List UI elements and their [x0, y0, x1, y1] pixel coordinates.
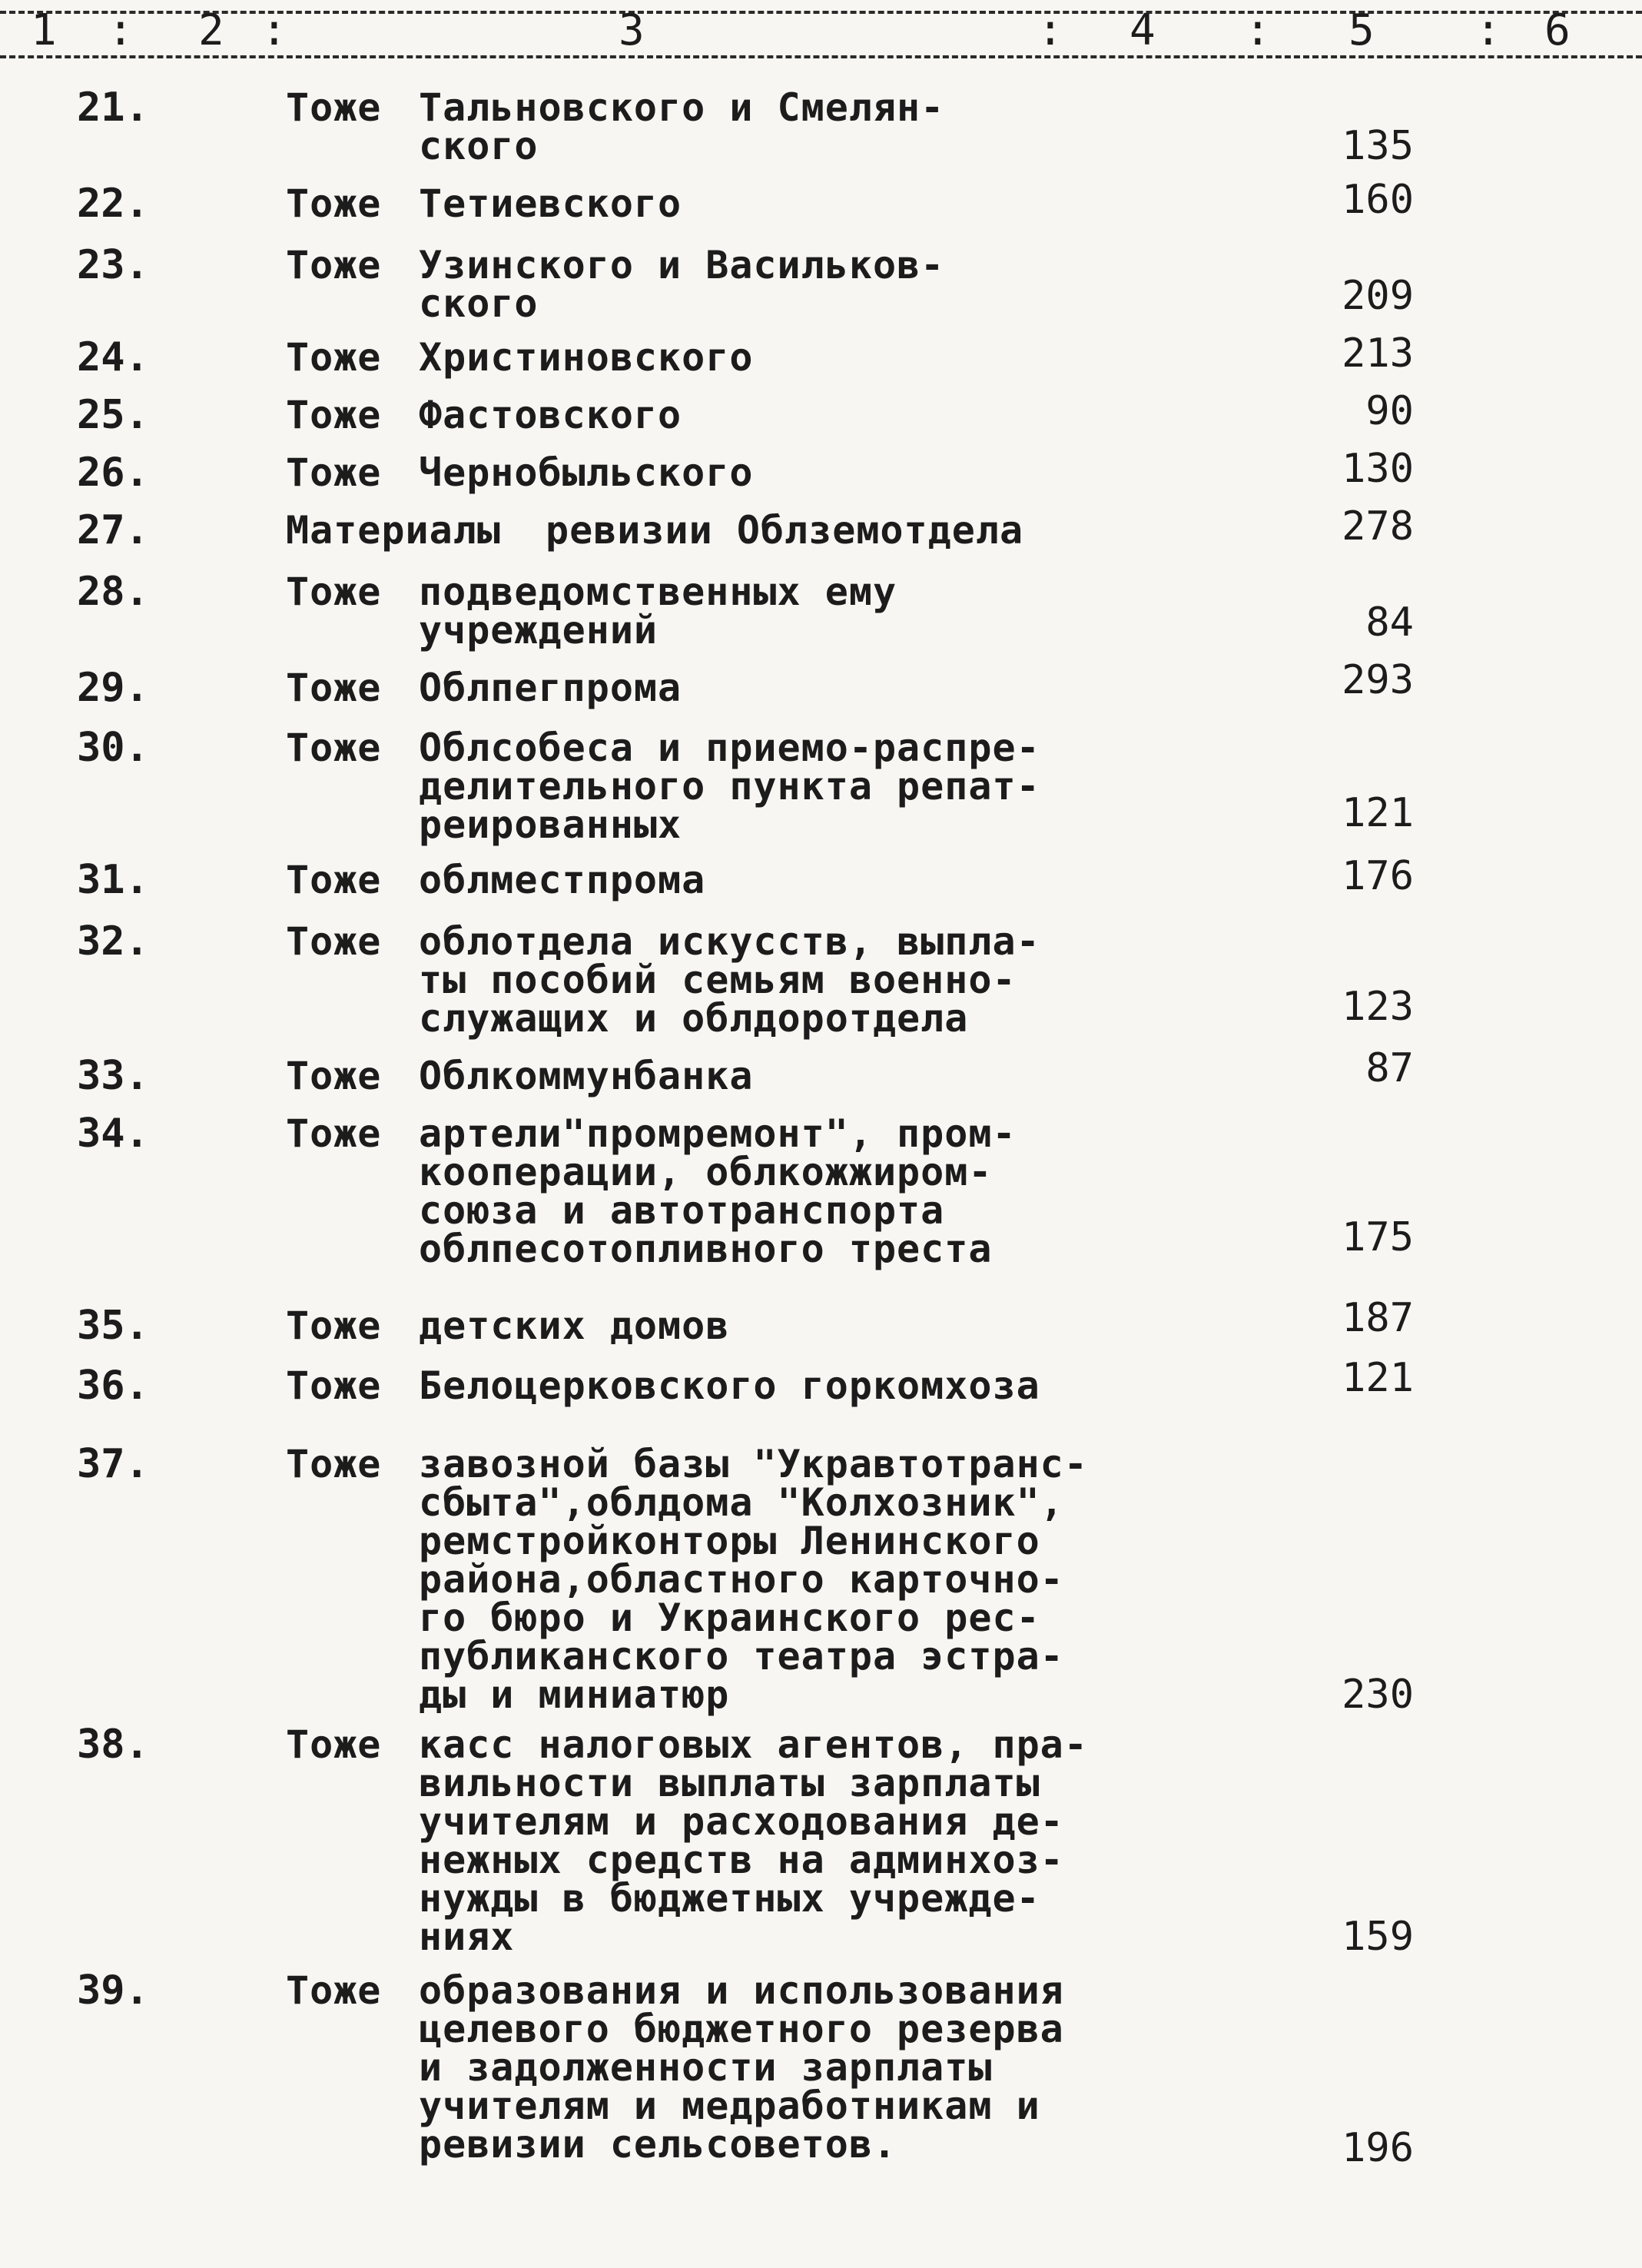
item-title: подведомственных ему учреждений [419, 569, 897, 653]
column-6-heading: 6 [1544, 5, 1571, 55]
header-bottom-rule [0, 55, 1642, 58]
item-title: Белоцерковского горкомхоза [419, 1363, 1040, 1408]
item-sheet-count: 130 [1342, 446, 1414, 492]
item-label: Тоже [286, 1054, 382, 1098]
item-number: 33. [77, 1053, 149, 1099]
item-sheet-count: 160 [1342, 177, 1414, 223]
item-label: Материалы [286, 508, 501, 553]
item-title: облместпрома [419, 858, 706, 902]
item-label: Тоже [286, 858, 382, 902]
item-title: детских домов [419, 1303, 730, 1348]
item-number: 23. [77, 242, 149, 288]
column-1-heading: 1 [31, 5, 57, 55]
item-label: Тоже [286, 569, 382, 614]
item-label: Тоже [286, 1722, 382, 1767]
item-title: Облпегпрома [419, 666, 682, 710]
item-number: 26. [77, 450, 149, 496]
item-sheet-count: 90 [1365, 388, 1414, 434]
item-sheet-count: 175 [1342, 1214, 1414, 1260]
item-number: 35. [77, 1303, 149, 1349]
item-number: 36. [77, 1363, 149, 1409]
item-number: 29. [77, 665, 149, 711]
item-label: Тоже [286, 666, 382, 710]
item-label: Тоже [286, 335, 382, 380]
column-2-heading: 2 [198, 5, 224, 55]
item-title: касс налоговых агентов, пра- вильности выплаты зарплаты учителям и расходования де- нежных средств на админхоз- нужды в бюджетных учрежде- ниях [419, 1722, 1088, 1959]
column-3-heading: 3 [619, 5, 645, 55]
item-sheet-count: 293 [1342, 657, 1414, 703]
column-separator: : [1475, 5, 1501, 55]
item-number: 30. [77, 725, 149, 771]
column-header [0, 0, 1642, 61]
item-number: 27. [77, 507, 149, 553]
item-title: артели"промремонт", пром- кооперации, облкожжиром- союза и автотранспорта облпесотопливного треста [419, 1111, 1017, 1271]
item-title: Облсобеса и приемо-распре- делительного пункта репат- реированных [419, 726, 1040, 847]
item-sheet-count: 187 [1342, 1295, 1414, 1341]
column-separator: : [108, 5, 134, 55]
item-title: облотдела искусств, выпла- ты пособий семьям военно- служащих и облдоротдела [419, 919, 1040, 1041]
item-number: 28. [77, 569, 149, 615]
item-label: Тоже [286, 919, 382, 964]
item-sheet-count: 123 [1342, 984, 1414, 1030]
column-5-heading: 5 [1348, 5, 1375, 55]
item-label: Тоже [286, 1111, 382, 1156]
item-title: Тетиевского [419, 181, 682, 226]
item-number: 31. [77, 857, 149, 903]
item-label: Тоже [286, 726, 382, 770]
item-title: Облкоммунбанка [419, 1054, 754, 1098]
column-separator: : [1245, 5, 1271, 55]
item-number: 25. [77, 392, 149, 438]
item-title: завозной базы "Укравтотранс- сбыта",облдома "Колхозник", ремстройконторы Ленинского района,областного карточно- го бюро и Украинского рес- публиканского театра эстра- ды и миниатюр [419, 1442, 1088, 1717]
item-sheet-count: 278 [1342, 503, 1414, 550]
item-label: Тоже [286, 1303, 382, 1348]
item-sheet-count: 135 [1342, 123, 1414, 169]
item-title: Тальновского и Смелян- ского [419, 85, 945, 168]
item-label: Тоже [286, 85, 382, 130]
column-separator: : [261, 5, 287, 55]
item-title: образования и использования целевого бюджетного резерва и задолженности зарплаты учителям и медработникам и ревизии сельсоветов. [419, 1968, 1064, 2167]
item-label: Тоже [286, 450, 382, 495]
item-label: Тоже [286, 1363, 382, 1408]
item-sheet-count: 213 [1342, 330, 1414, 377]
item-sheet-count: 87 [1365, 1045, 1414, 1091]
item-sheet-count: 230 [1342, 1672, 1414, 1718]
item-label: Тоже [286, 181, 382, 226]
item-sheet-count: 159 [1342, 1914, 1414, 1960]
item-number: 21. [77, 85, 149, 131]
item-number: 39. [77, 1967, 149, 2014]
item-title: Узинского и Васильков- ского [419, 243, 945, 326]
item-number: 32. [77, 918, 149, 965]
item-sheet-count: 121 [1342, 1355, 1414, 1401]
item-number: 24. [77, 334, 149, 380]
item-label: Тоже [286, 1442, 382, 1486]
item-number: 34. [77, 1111, 149, 1157]
item-title: Чернобыльского [419, 450, 754, 495]
item-number: 38. [77, 1722, 149, 1768]
item-sheet-count: 209 [1342, 273, 1414, 319]
header-top-rule [0, 11, 1642, 14]
column-4-heading: 4 [1129, 5, 1156, 55]
item-sheet-count: 121 [1342, 790, 1414, 836]
item-title: ревизии Облземотдела [546, 508, 1024, 553]
item-label: Тоже [286, 243, 382, 287]
item-title: Христиновского [419, 335, 754, 380]
item-number: 22. [77, 181, 149, 227]
item-sheet-count: 176 [1342, 853, 1414, 899]
item-sheet-count: 84 [1365, 599, 1414, 646]
item-sheet-count: 196 [1342, 2125, 1414, 2171]
item-number: 37. [77, 1441, 149, 1487]
item-title: Фастовского [419, 393, 682, 437]
item-label: Тоже [286, 393, 382, 437]
item-label: Тоже [286, 1968, 382, 2013]
column-separator: : [1037, 5, 1063, 55]
